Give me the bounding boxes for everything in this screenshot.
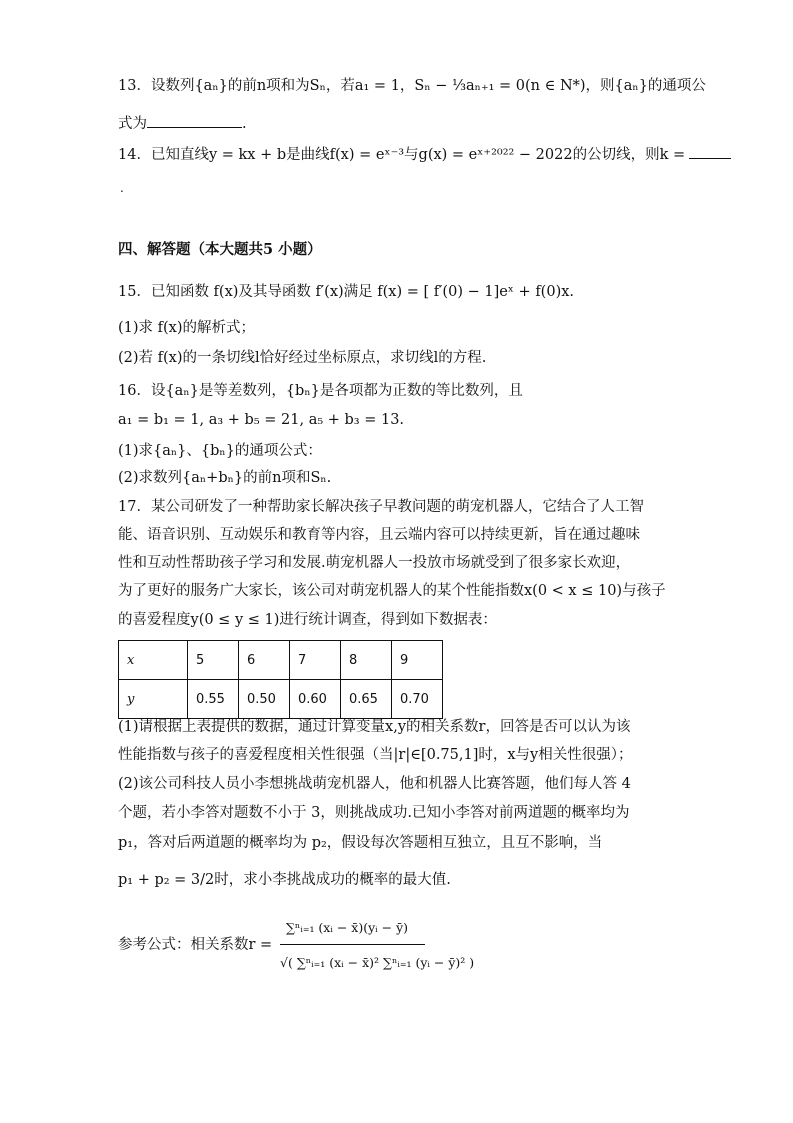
q13-line2-text: 式为 [118,116,147,132]
q17-part2-line4: p₁ + p₂ = 3/2时，求小李挑战成功的概率的最大值. [118,872,451,888]
table-cell: 8 [341,641,392,680]
formula-fraction-bar [280,944,425,945]
q17-part1-line2: 性能指数与孩子的喜爱程度相关性很强（当|r|∈[0.75,1]时，x与y相关性很强）； [118,747,633,763]
table-row [119,680,443,719]
q16-stem: 16．设{aₙ}是等差数列，{bₙ}是各项都为正数的等比数列，且 [118,383,523,399]
q17-part2-line3: p₁，答对后两道题的概率均为 p₂，假设每次答题相互独立，且互不影响，当 [118,835,603,851]
q17-line5: 的喜爱程度y(0 ≤ y ≤ 1)进行统计调查，得到如下数据表： [118,612,497,628]
q15-part1: (1)求 f(x)的解析式； [118,320,256,336]
table-cell: 5 [188,641,239,680]
q17-part1-line1: (1)请根据上表提供的数据，通过计算变量x,y的相关系数r，回答是否可以认为该 [118,719,631,735]
table-cell: 0.60 [290,680,341,719]
q16-condition: a₁ = b₁ = 1, a₃ + b₅ = 21, a₅ + b₃ = 13. [118,412,405,428]
q14-tail: . [120,181,124,195]
table-cell: 6 [239,641,290,680]
q17-line2: 能、语音识别、互动娱乐和教育等内容，且云端内容可以持续更新，旨在通过趣味 [118,527,640,543]
table-row [119,641,443,680]
table-header-x: x [119,641,188,680]
q13-answer-blank[interactable] [147,113,242,128]
q15-part2: (2)若 f(x)的一条切线l恰好经过坐标原点，求切线l的方程. [118,350,487,366]
reference-formula-label: 参考公式：相关系数r = [118,937,273,953]
formula-numerator: ∑ⁿᵢ₌₁ (xᵢ − x̄)(yᵢ − ȳ) [286,920,409,935]
table-cell: 0.70 [392,680,443,719]
q14-line1-text: 14．已知直线y = kx + b是曲线f(x) = eˣ⁻³与g(x) = eˣ⁺²⁰²² − 2022的公切线，则k = [118,147,686,163]
table-header-y: y [119,680,188,719]
table-cell: 7 [290,641,341,680]
q17-data-table [118,640,443,719]
formula-denominator: √( ∑ⁿᵢ₌₁ (xᵢ − x̄)² ∑ⁿᵢ₌₁ (yᵢ − ȳ)² ) [280,955,475,970]
q17-part2-line2: 个题，若小李答对题数不小于 3，则挑战成功.已知小李答对前两道题的概率均为 [118,805,630,821]
table-cell: 0.50 [239,680,290,719]
q14-answer-blank[interactable] [689,144,731,159]
q16-part2: (2)求数列{aₙ+bₙ}的前n项和Sₙ. [118,470,332,486]
q13-line1: 13．设数列{aₙ}的前n项和为Sₙ，若a₁ = 1，Sₙ − ⅓aₙ₊₁ = 0(n ∈ N*)，则{aₙ}的通项公 [118,78,706,94]
q16-part1: (1)求{aₙ}、{bₙ}的通项公式： [118,443,322,459]
q17-line3: 性和互动性帮助孩子学习和发展.萌宠机器人一投放市场就受到了很多家长欢迎， [118,555,631,571]
section-4-heading: 四、解答题（本大题共5 小题） [118,241,322,258]
q15-stem: 15．已知函数 f(x)及其导函数 f′(x)满足 f(x) = [ f′(0) − 1]eˣ + f(0)x. [118,284,575,300]
table-cell: 0.65 [341,680,392,719]
q13-line2: 式为 . [118,113,247,134]
q14-line1 [118,144,731,165]
q17-part2-line1: (2)该公司科技人员小李想挑战萌宠机器人，他和机器人比赛答题，他们每人答 4 [118,776,631,792]
q17-line1: 17．某公司研发了一种帮助家长解决孩子早教问题的萌宠机器人，它结合了人工智 [118,499,644,515]
table-cell: 0.55 [188,680,239,719]
table-cell: 9 [392,641,443,680]
q17-line4: 为了更好的服务广大家长，该公司对萌宠机器人的某个性能指数x(0 < x ≤ 10)与孩子 [118,583,666,599]
